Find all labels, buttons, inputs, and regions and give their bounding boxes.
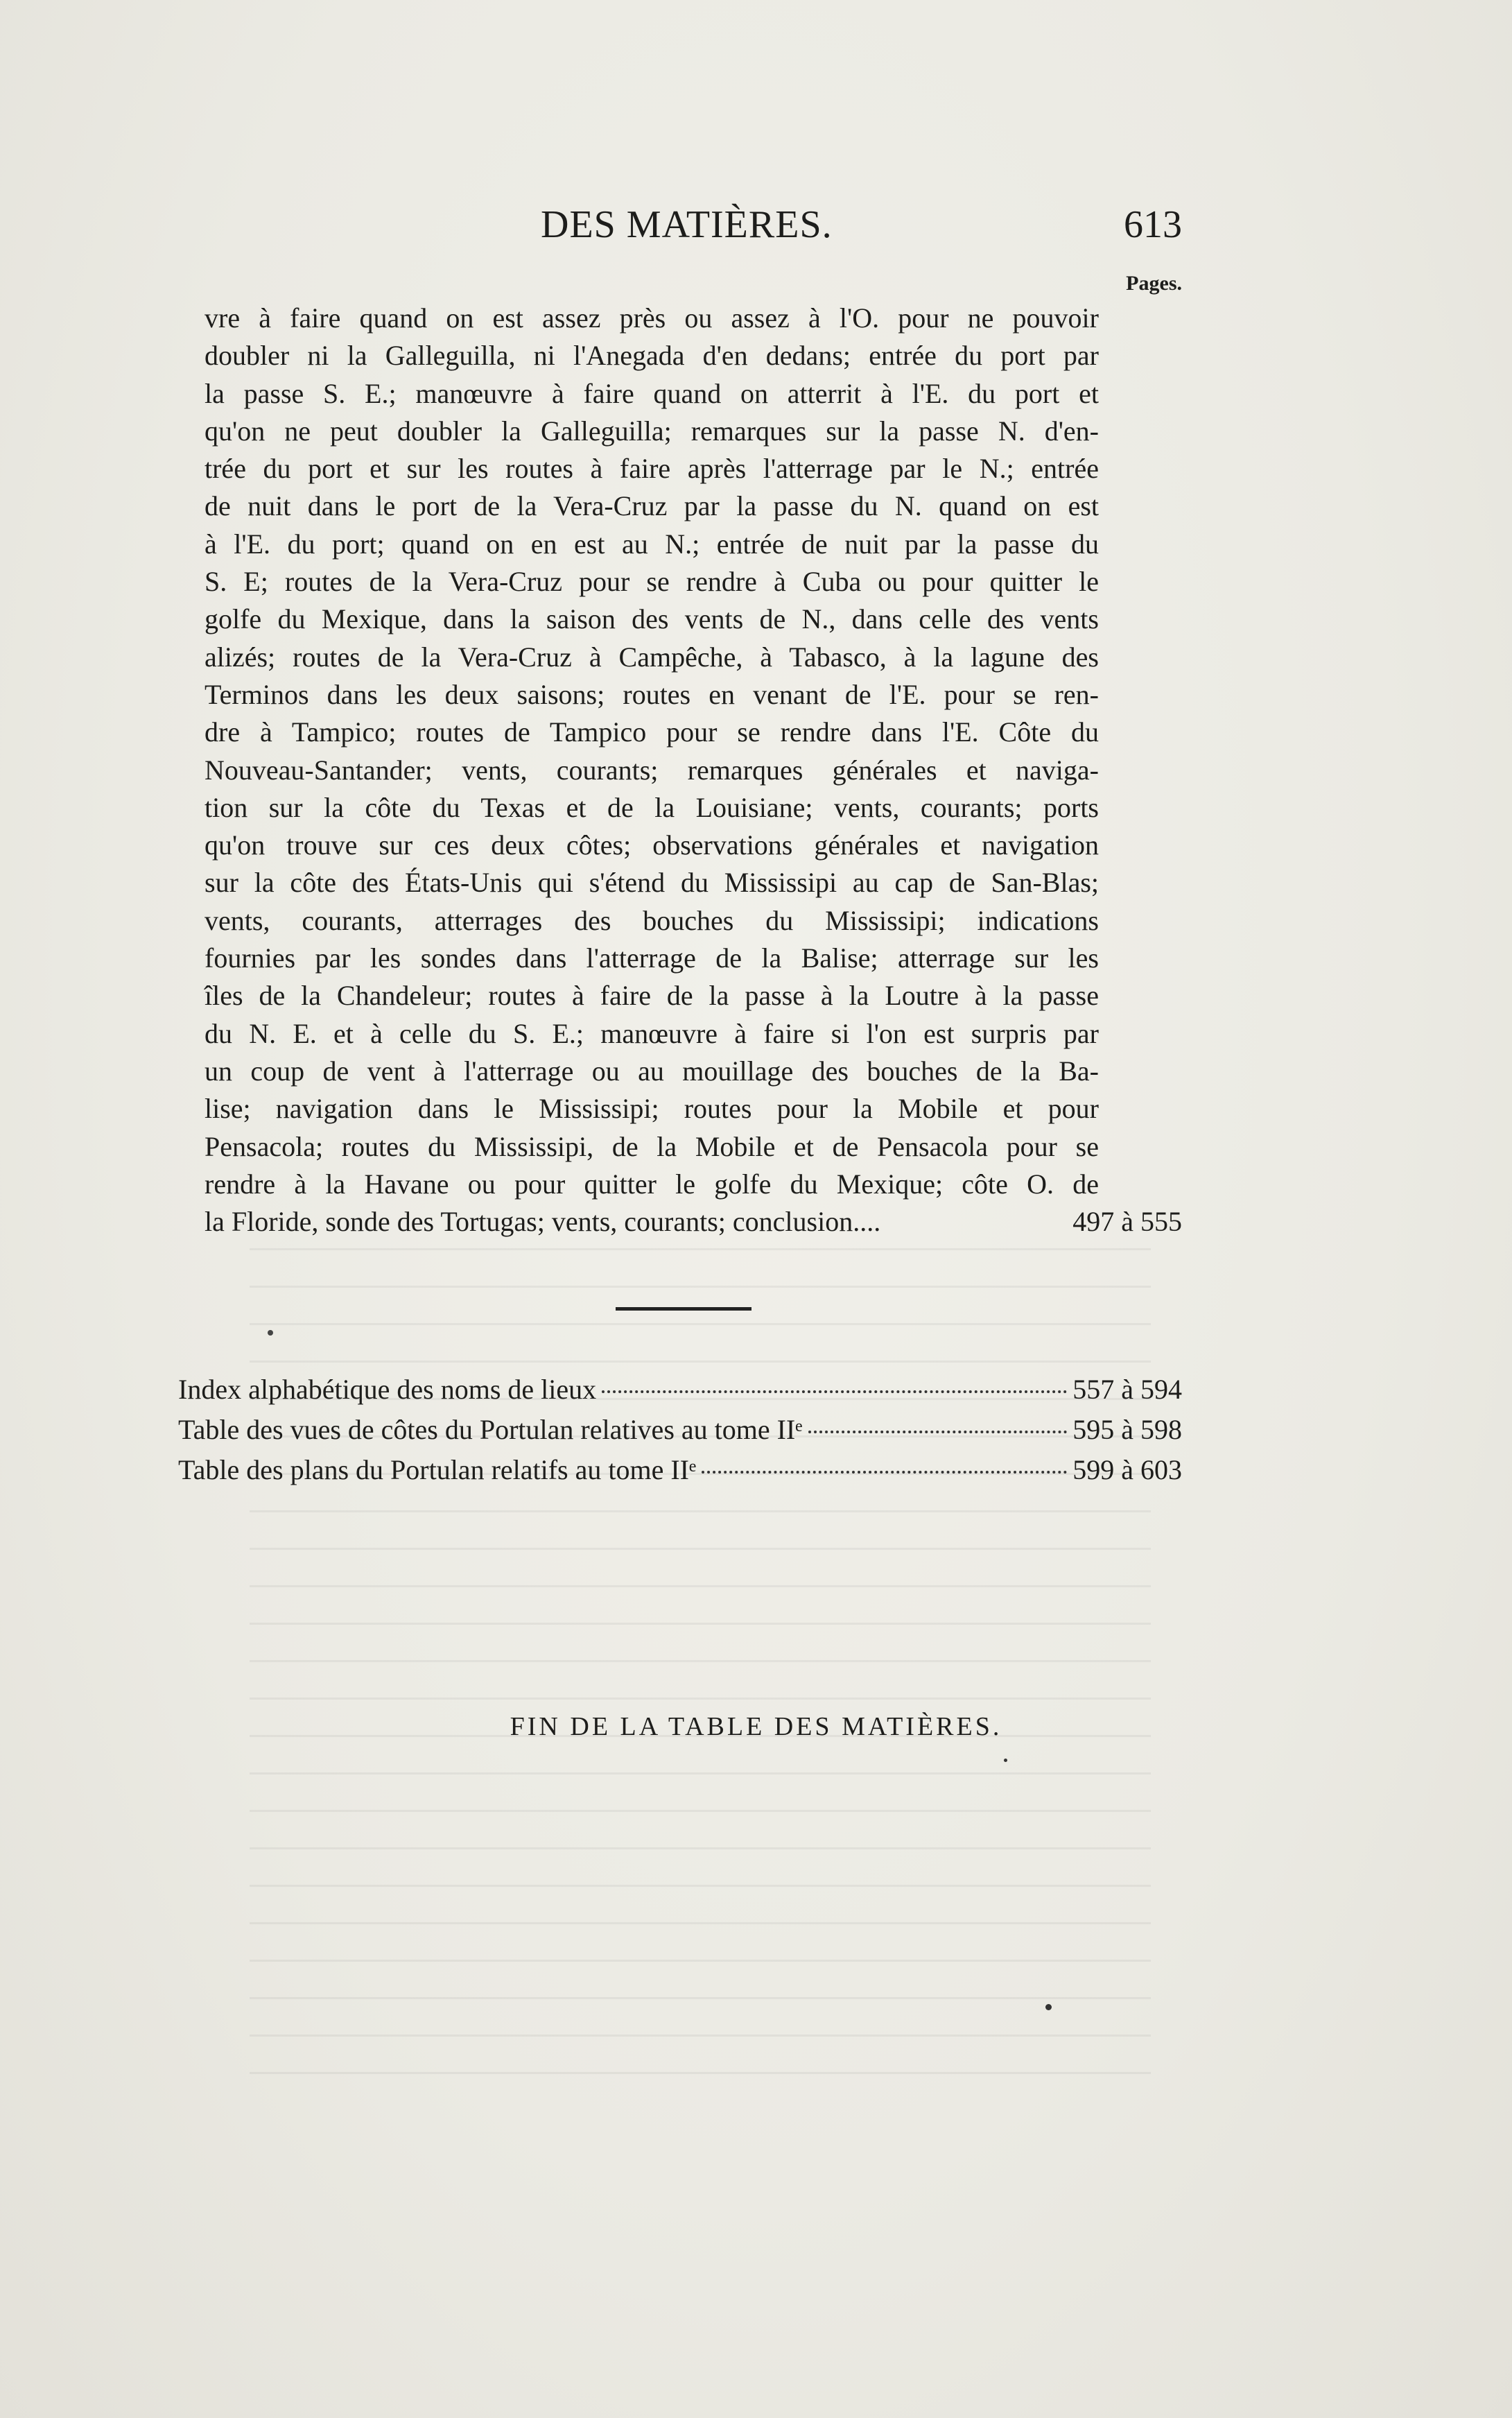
- toc-entry-line: Terminos dans les deux saisons; routes en venant de l'E. pour se ren-: [205, 678, 1099, 710]
- index-entry-label: Table des plans du Portulan relatifs au tome IIᵉ: [178, 1454, 697, 1485]
- index-list: [178, 1373, 1182, 1494]
- toc-entry-line: qu'on ne peut doubler la Galleguilla; remarques sur la passe N. d'en-: [205, 415, 1099, 447]
- index-entry-page-range: 557 à 594: [1072, 1374, 1182, 1405]
- dot-leader: [702, 1471, 1067, 1474]
- pages-column-label: Pages.: [1126, 272, 1182, 295]
- toc-entry-line: à l'E. du port; quand on en est au N.; entrée de nuit par la passe du: [205, 528, 1099, 560]
- toc-entry-line: dre à Tampico; routes de Tampico pour se rendre dans l'E. Côte du: [205, 716, 1099, 748]
- ink-speck: [268, 1330, 273, 1336]
- toc-entry-line: doubler ni la Galleguilla, ni l'Anegada d'en dedans; entrée du port par: [205, 340, 1099, 372]
- toc-entry-line: îles de la Chandeleur; routes à faire de la passe à la Loutre à la passe: [205, 980, 1099, 1012]
- dot-leader: [602, 1390, 1067, 1393]
- end-of-table-heading: FIN DE LA TABLE DES MATIÈRES.: [510, 1712, 1002, 1741]
- running-head: [194, 202, 1182, 251]
- running-head-title: DES MATIÈRES.: [541, 203, 833, 246]
- toc-entry-line: S. E; routes de la Vera-Cruz pour se rendre à Cuba ou pour quitter le: [205, 566, 1099, 598]
- page-number: 613: [1124, 203, 1182, 246]
- toc-entry-line: sur la côte des États-Unis qui s'étend du Mississipi au cap de San-Blas;: [205, 867, 1099, 899]
- index-entry-row: [178, 1373, 1182, 1413]
- toc-entry-lines: [205, 300, 1099, 1203]
- toc-entry-line: lise; navigation dans le Mississipi; routes pour la Mobile et pour: [205, 1093, 1099, 1125]
- index-entry-label: Table des vues de côtes du Portulan relatives au tome IIᵉ: [178, 1414, 803, 1445]
- toc-entry-line: rendre à la Havane ou pour quitter le golfe du Mexique; côte O. de: [205, 1168, 1099, 1200]
- dot-leader: [808, 1431, 1068, 1433]
- index-entry-page-range: 599 à 603: [1072, 1454, 1182, 1485]
- toc-entry-line: de nuit dans le port de la Vera-Cruz par la passe du N. quand on est: [205, 490, 1099, 522]
- index-entry-page-range: 595 à 598: [1072, 1414, 1182, 1445]
- toc-entry-last-text: la Floride, sonde des Tortugas; vents, courants; conclusion....: [205, 1206, 881, 1238]
- ink-speck: [1004, 1759, 1007, 1762]
- toc-entry-line: Nouveau-Santander; vents, courants; remarques générales et naviga-: [205, 754, 1099, 786]
- toc-entry-line: fournies par les sondes dans l'atterrage de la Balise; atterrage sur les: [205, 942, 1099, 974]
- index-entry-label: Index alphabétique des noms de lieux: [178, 1374, 597, 1405]
- ink-speck: [1045, 2004, 1052, 2010]
- toc-entry-page-range: 497 à 555: [1072, 1206, 1182, 1238]
- toc-entry-text: [205, 300, 1182, 1241]
- toc-entry-line: du N. E. et à celle du S. E.; manœuvre à faire si l'on est surpris par: [205, 1017, 1099, 1049]
- index-entry-row: [178, 1413, 1182, 1453]
- section-divider-rule: [616, 1307, 751, 1311]
- toc-entry-line: tion sur la côte du Texas et de la Louisiane; vents, courants; ports: [205, 791, 1099, 823]
- toc-entry-line: vents, courants, atterrages des bouches du Mississipi; indications: [205, 904, 1099, 936]
- index-entry-row: [178, 1453, 1182, 1494]
- toc-entry-line: un coup de vent à l'atterrage ou au mouillage des bouches de la Ba-: [205, 1055, 1099, 1087]
- toc-entry-line: qu'on trouve sur ces deux côtes; observations générales et navigation: [205, 829, 1099, 861]
- toc-entry-line: trée du port et sur les routes à faire après l'atterrage par le N.; entrée: [205, 453, 1099, 485]
- toc-entry-line: vre à faire quand on est assez près ou assez à l'O. pour ne pouvoir: [205, 302, 1099, 334]
- toc-entry-line: golfe du Mexique, dans la saison des vents de N., dans celle des vents: [205, 603, 1099, 635]
- toc-entry-line: la passe S. E.; manœuvre à faire quand on atterrit à l'E. du port et: [205, 377, 1099, 409]
- toc-entry-line: Pensacola; routes du Mississipi, de la Mobile et de Pensacola pour se: [205, 1130, 1099, 1162]
- toc-entry-last-line: [205, 1203, 1182, 1241]
- toc-entry-line: alizés; routes de la Vera-Cruz à Campêche, à Tabasco, à la lagune des: [205, 641, 1099, 673]
